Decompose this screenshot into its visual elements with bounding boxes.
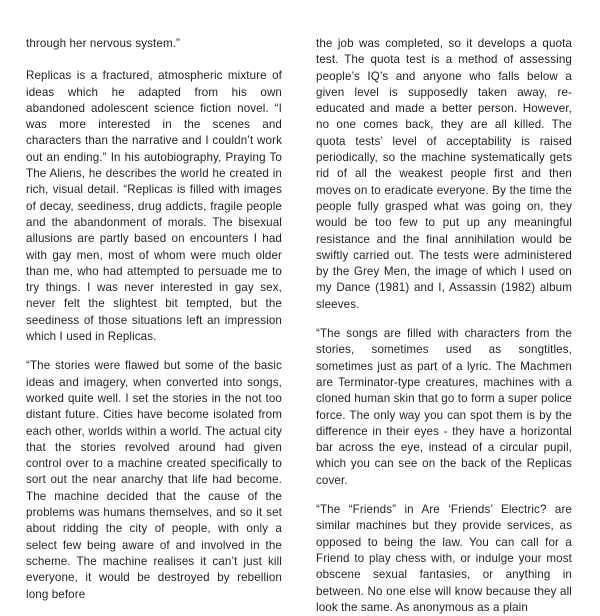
paragraph: through her nervous system.”: [26, 37, 181, 50]
two-column-layout: [26, 36, 574, 616]
paragraph: the job was completed, so it develops a quota test. The quota test is a method of assessing people’s IQ’s and anyone who falls below a given level is supposedly taken away, re-educated and made a better person. However, no one comes back, they are all killed. The quota tests’ level of acceptability is raised periodically, so the machine systematically gets rid of all the weakest people first and then moves on to eradicate everyone. By the time the people fully grasped what was going on, they would be too few to put up any meaningful resistance and the final annihilation would be swiftly carried out. The tests were administered by the Grey Men, the image of which I used on my Dance (1981) and I, Assassin (1982) album sleeves.: [316, 37, 572, 311]
right-column: [316, 36, 572, 616]
paragraph: Replicas is a fractured, atmospheric mixture of ideas which he adapted from his own abandoned adolescent science fiction novel. “I was more interested in the scenes and characters than the narrative and I couldn’t work out an ending.” In his autobiography, Praying To The Aliens, he describes the world he created in rich, visual detail. “Replicas is filled with images of decay, seediness, drug addicts, fragile people and the abandonment of morals. The bisexual allusions are partly based on encounters I had with gay men, most of whom were much older than me, who had attempted to persuade me to try things. I was never interested in gay sex, never felt the slightest bit tempted, but the seediness of those situations left an impression which I used in Replicas.: [26, 69, 282, 344]
paragraph: “The “Friends” in Are ‘Friends’ Electric? are similar machines but they provide services, as opposed to being the law. You can call for a Friend to play chess with, or indulge your most obscene sexual fantasies, or anything in between. No one else will know because they all look the same. As anonymous as a plain: [316, 503, 572, 614]
paragraph: “The songs are filled with characters from the stories, sometimes used as songtitles, sometimes just as part of a lyric. The Machmen are Terminator-type creatures, machines with a cloned human skin that go to form a super police force. The only way you can spot them is by the difference in their eyes - they have a horizontal bar across the eye, instead of a circular pupil, which you can see on the back of the Replicas cover.: [316, 327, 572, 487]
paragraph: “The stories were flawed but some of the basic ideas and imagery, when converted into songs, worked quite well. I set the stories in the not too distant future. Cities have become isolated from each other, worlds within a world. The actual city that the stories revolved around had given control over to a machine created specifically to sort out the near anarchy that life had become. The machine decided that the cause of the problems was humans themselves, and so it set about ridding the city of people, with only a select few being aware of and involved in the scheme. The machine realises it can’t just kill everyone, it would be destroyed by rebellion long before: [26, 359, 282, 601]
left-column: [26, 36, 282, 603]
